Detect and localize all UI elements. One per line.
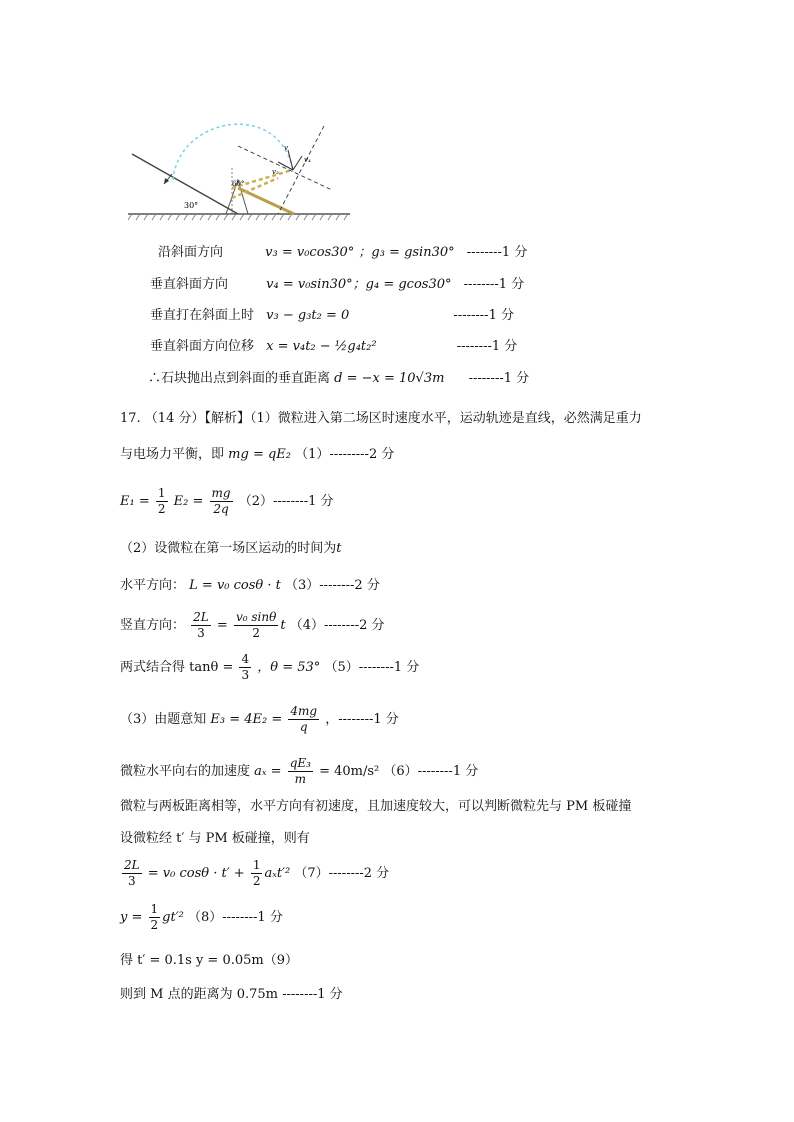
eq-mid: E₂ = — [173, 494, 204, 509]
angle-60-label: 60° — [232, 180, 245, 188]
incline-diagram — [128, 118, 358, 222]
score: （6）--------1 分 — [383, 764, 479, 779]
equation: v₄ = v₀sin30°；g₄ = gcos30° — [266, 277, 452, 292]
line-perp-incline — [150, 276, 524, 294]
fraction-2L-3: $\frac{2L}{3}$ — [124, 858, 140, 888]
eq-rest: gt′² — [162, 910, 184, 925]
var-t: t — [280, 618, 286, 633]
fraction-mg-2q: $\frac{mg}{2q}$ — [211, 486, 231, 516]
equation: ，θ = 53° — [257, 660, 321, 675]
score: --------1 分 — [463, 277, 525, 292]
text: 微粒水平向右的加速度 — [120, 764, 251, 779]
score: （2）--------1 分 — [238, 494, 334, 509]
equation: v₃ = v₀cos30° ；g₃ = gsin30° — [265, 245, 455, 260]
eq7-line — [120, 858, 389, 889]
text: （3）由题意知 — [120, 712, 207, 727]
fraction-qE3-m: $\frac{\text{qE₃}}{m}$ — [289, 756, 311, 786]
eq-mid: = — [216, 618, 228, 633]
eq-lhs: E₁ = — [120, 494, 150, 509]
fraction-half: $\frac{1}{2}$ — [150, 902, 159, 932]
score: --------1 分 — [466, 245, 528, 260]
q17-balance-line — [120, 446, 394, 464]
eq-lhs: y = — [120, 910, 143, 925]
eq-mid: = v₀ cosθ · t′ + — [147, 866, 245, 881]
part2-line — [120, 540, 342, 558]
text-prefix: 沿斜面方向 — [158, 245, 224, 260]
perp-line-1 — [238, 146, 332, 190]
text: 水平方向： — [120, 578, 186, 593]
fraction-4mg-q: $\frac{4mg}{q}$ — [290, 704, 318, 734]
v4-label: v₄ — [304, 156, 311, 164]
ground-hatch — [128, 214, 348, 220]
line-perp-displacement — [150, 338, 517, 356]
text: （2）设微粒在第一场区运动的时间为 — [120, 541, 337, 556]
score: （1）---------2 分 — [295, 447, 395, 462]
part3-line — [120, 704, 399, 735]
equation: mg = qE₂ — [228, 447, 291, 462]
combine-line — [120, 652, 419, 683]
text: 两式结合得 tanθ = — [120, 660, 234, 675]
score: --------1 分 — [453, 308, 514, 323]
score: （5）--------1 分 — [324, 660, 420, 675]
eq-rest: aₓt′² — [264, 866, 291, 881]
text-prefix: 垂直斜面方向位移 — [150, 339, 255, 354]
equation: aₓ = — [254, 764, 282, 779]
equation: x = v₄t₂ − ½g₄t₂² — [266, 339, 377, 354]
fraction-half: $\frac{1}{2}$ — [157, 486, 166, 516]
score: ，--------1 分 — [325, 712, 399, 727]
line-distance-result — [148, 370, 529, 388]
assume-line: 设微粒经 t′ 与 PM 板碰撞，则有 — [120, 831, 310, 846]
v4-vector — [293, 156, 302, 170]
fraction-half: $\frac{1}{2}$ — [252, 858, 261, 888]
score: --------1 分 — [468, 371, 530, 386]
perp-line-2 — [278, 126, 324, 214]
q17-intro: 17. （14 分）【解析】（1）微粒进入第二场区时速度水平，运动轨迹是直线，必然满足重力 — [120, 411, 642, 426]
eq10-line: 则到 M 点的距离为 0.75m --------1 分 — [120, 987, 343, 1002]
fraction-2L-3: $\frac{2L}{3}$ — [193, 610, 209, 640]
equation: L = v₀ cosθ · t — [189, 578, 281, 593]
v3-label: v₃ — [272, 168, 279, 176]
angle-30-label: 30° — [184, 201, 199, 210]
var-t: t — [336, 541, 342, 556]
equation: v₃ − g₃t₂ = 0 — [266, 308, 350, 323]
text: 竖直方向： — [120, 618, 186, 633]
accel-line — [120, 756, 478, 787]
score: --------1 分 — [456, 339, 518, 354]
equation: E₃ = 4E₂ = — [210, 712, 283, 727]
eq9-line: 得 t′ = 0.1s y = 0.05m（9） — [120, 953, 298, 968]
fraction-v0sin-2: $\frac{\text{v₀ sinθ}}{2}$ — [235, 610, 277, 640]
fraction-4-3: $\frac{4}{3}$ — [241, 652, 250, 682]
vertical-line — [120, 610, 385, 641]
score: （4）--------2 分 — [289, 618, 385, 633]
text-prefix: ∴石块抛出点到斜面的垂直距离 — [148, 371, 331, 386]
line-along-incline — [158, 244, 527, 262]
v-vector — [288, 150, 293, 170]
score: （7）--------2 分 — [294, 866, 390, 881]
line-perp-hit — [150, 307, 514, 325]
equation: d = −x = 10√3m — [334, 371, 445, 386]
judge-line: 微粒与两板距离相等，水平方向有初速度，且加速度较大，可以判断微粒先与 PM 板碰撞 — [120, 799, 632, 814]
eq-e1-line — [120, 486, 334, 517]
text: 与电场力平衡，即 — [120, 447, 225, 462]
score: （8）--------1 分 — [188, 910, 283, 925]
text-prefix: 垂直打在斜面上时 — [150, 308, 255, 323]
v-label: v — [284, 144, 288, 152]
score: （3）--------2 分 — [285, 578, 380, 593]
horizontal-line — [120, 577, 380, 595]
eq8-line — [120, 902, 283, 933]
text-prefix: 垂直斜面方向 — [150, 277, 229, 292]
equation-rest: = 40m/s² — [319, 764, 380, 779]
